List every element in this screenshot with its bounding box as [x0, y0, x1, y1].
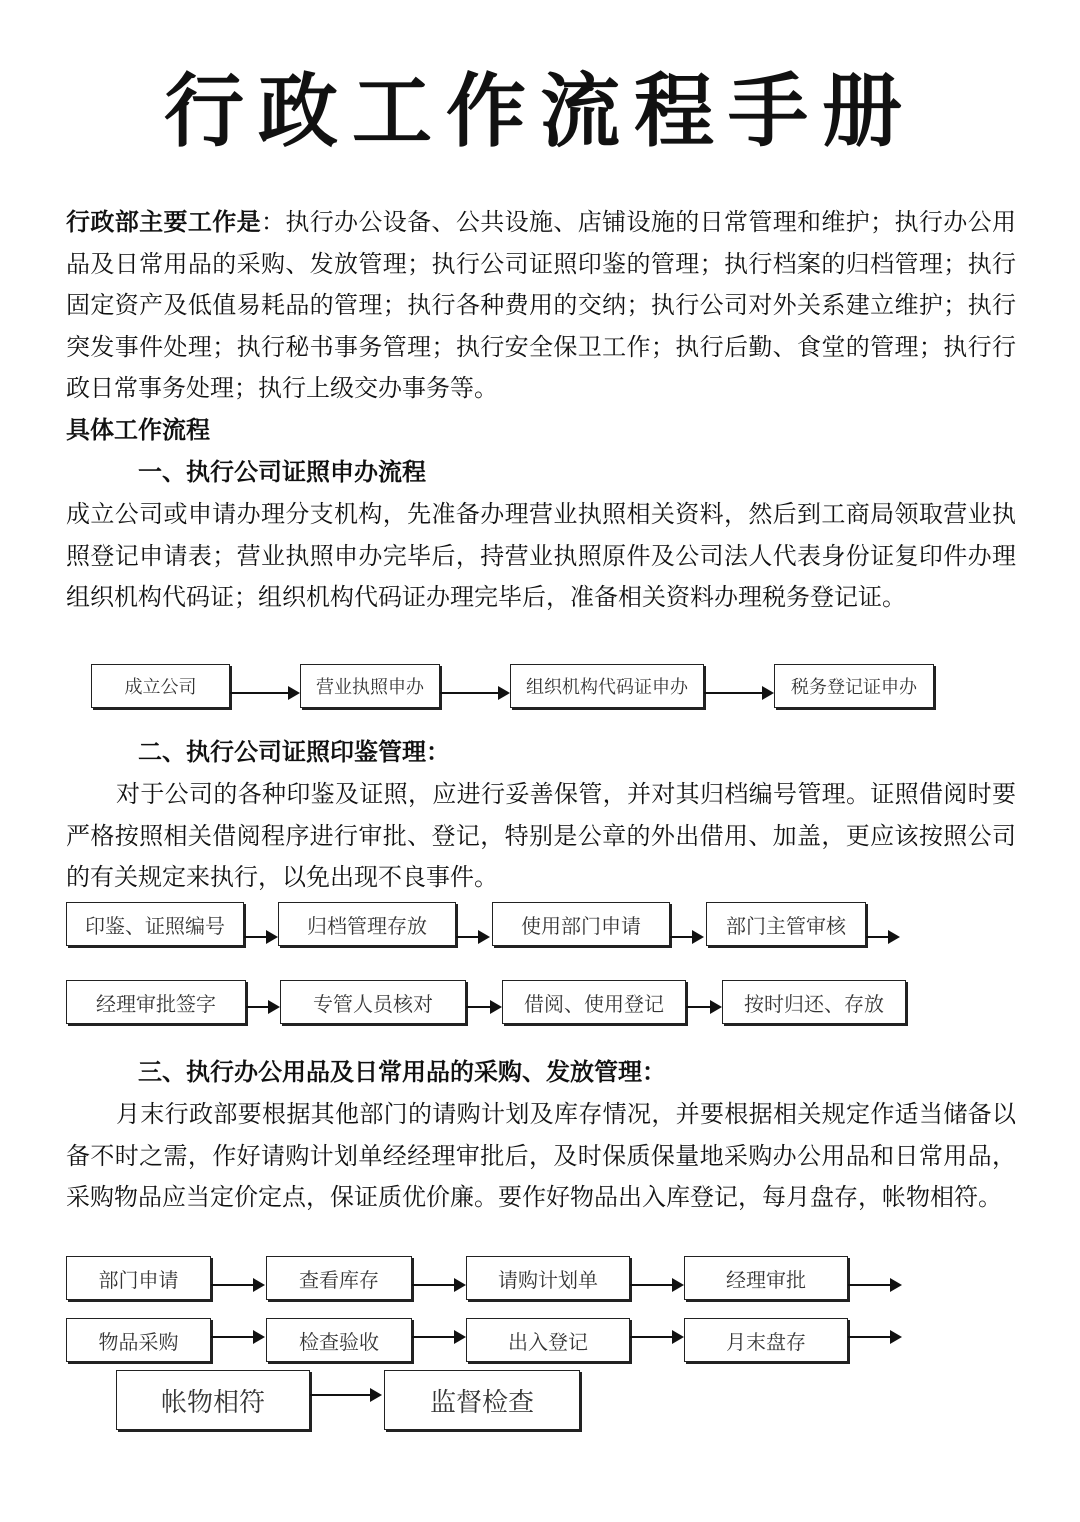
flow-arrow [848, 1336, 900, 1338]
flow-box-business-license: 营业执照申办 [300, 664, 440, 708]
flow-box-establish-company: 成立公司 [91, 664, 230, 708]
section3-heading: 三、执行办公用品及日常用品的采购、发放管理： [138, 1058, 666, 1086]
flow-box-staff-verify: 专管人员核对 [280, 980, 466, 1024]
flow-arrow [456, 936, 488, 938]
flow-box-monthly-stocktake: 月末盘存 [684, 1318, 848, 1362]
flow-arrow [630, 1284, 682, 1286]
flow-box-dept-apply: 部门申请 [66, 1256, 211, 1300]
flow-arrow [866, 936, 898, 938]
flow-arrow [704, 692, 772, 694]
flow-arrow [848, 1284, 900, 1286]
flow-box-archive-storage: 归档管理存放 [278, 902, 456, 946]
flow-arrow [466, 1006, 500, 1008]
flow-box-seal-numbering: 印鉴、证照编号 [66, 902, 244, 946]
intro-paragraph [66, 202, 1016, 410]
intro-lead: 行政部主要工作是 [66, 208, 261, 236]
flow-arrow [686, 1006, 720, 1008]
flow-box-supervision: 监督检查 [384, 1370, 580, 1430]
flow-arrow [244, 936, 276, 938]
flow-arrow [230, 692, 298, 694]
flow-box-org-code: 组织机构代码证申办 [510, 664, 704, 708]
flow-arrow [412, 1284, 464, 1286]
flow-arrow [246, 1006, 278, 1008]
flow-arrow [440, 692, 508, 694]
flow-box-return-store: 按时归还、存放 [722, 980, 906, 1024]
flow-box-manager-approve: 经理审批 [684, 1256, 848, 1300]
flow-box-dept-request: 使用部门申请 [492, 902, 670, 946]
flow-box-accounts-match: 帐物相符 [116, 1370, 310, 1430]
flow-box-supervisor-review: 部门主管审核 [706, 902, 866, 946]
flow-box-manager-sign: 经理审批签字 [66, 980, 246, 1024]
flow-box-in-out-register: 出入登记 [466, 1318, 630, 1362]
section2-heading: 二、执行公司证照印鉴管理： [138, 738, 450, 766]
workflow-heading: 具体工作流程 [66, 416, 210, 444]
flow-box-procurement: 物品采购 [66, 1318, 211, 1362]
intro-text: ：执行办公设备、公共设施、店铺设施的日常管理和维护；执行办公用品及日常用品的采购、发放管理；执行公司证照印鉴的管理；执行档案的归档管理；执行固定资产及低值易耗品的管理；执行各种费用的交纳；执行公司对外关系建立维护；执行突发事件处理；执行秘书事务管理；执行安全保卫工作；执行后勤、食堂的管理；执行行政日常事务处理；执行上级交办事务等。 [66, 208, 1017, 402]
flow-box-borrow-register: 借阅、使用登记 [502, 980, 686, 1024]
flow-arrow [211, 1284, 263, 1286]
flow-box-check-inventory: 查看库存 [266, 1256, 412, 1300]
document-title: 行政工作流程手册 [164, 65, 916, 158]
flow-arrow [310, 1394, 380, 1396]
flow-box-inspection: 检查验收 [266, 1318, 412, 1362]
section1-heading: 一、执行公司证照申办流程 [138, 458, 426, 486]
flow-arrow [630, 1336, 682, 1338]
section3-body: 月末行政部要根据其他部门的请购计划及库存情况，并要根据相关规定作适当储备以备不时之需，作好请购计划单经经理审批后，及时保质保量地采购办公用品和日常用品，采购物品应当定价定点，保证质优价廉。要作好物品出入库登记，每月盘存，帐物相符。 [66, 1100, 1016, 1211]
section2-body: 对于公司的各种印鉴及证照，应进行妥善保管，并对其归档编号管理。证照借阅时要严格按照相关借阅程序进行审批、登记，特别是公章的外出借用、加盖，更应该按照公司的有关规定来执行，以免出现不良事件。 [66, 780, 1016, 891]
flow-arrow [211, 1336, 263, 1338]
flow-arrow [670, 936, 702, 938]
section1-body: 成立公司或申请办理分支机构，先准备办理营业执照相关资料，然后到工商局领取营业执照登记申请表；营业执照申办完毕后，持营业执照原件及公司法人代表身份证复印件办理组织机构代码证；组织机构代码证办理完毕后，准备相关资料办理税务登记证。 [66, 500, 1016, 611]
flow-box-purchase-plan: 请购计划单 [466, 1256, 630, 1300]
flow-arrow [412, 1336, 464, 1338]
flow-box-tax-registration: 税务登记证申办 [774, 664, 934, 708]
